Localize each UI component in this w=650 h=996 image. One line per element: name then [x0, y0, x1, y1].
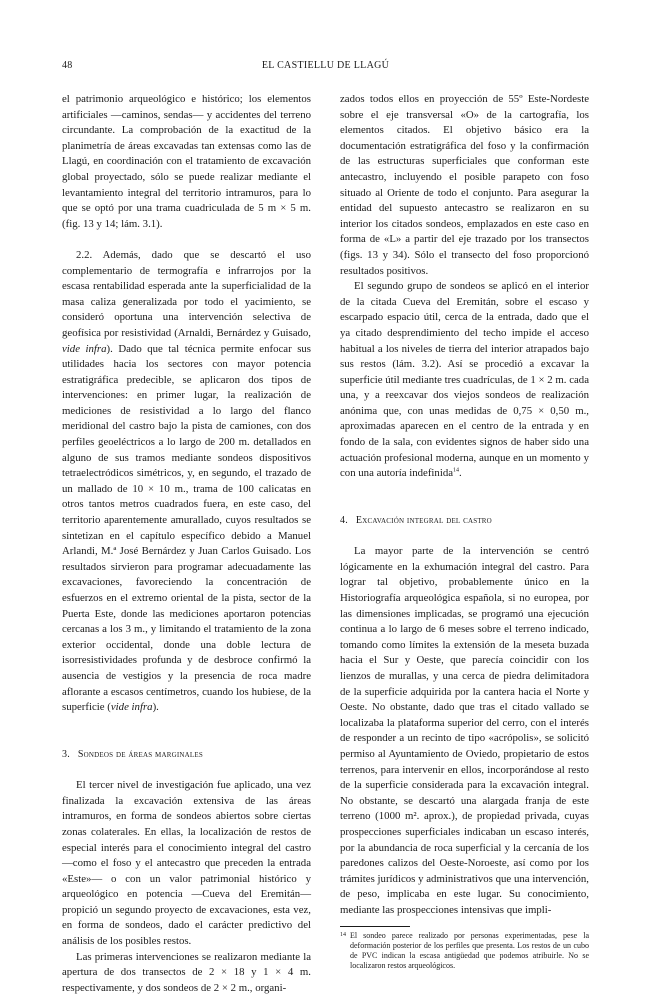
paragraph: zados todos ellos en proyección de 55º Este-Nordeste sobre el eje transversal «O» de la cartografía, los elementos citados. El objetivo básico era la documentación estratigráfica del foso y la confirmación de las estructuras superficiales que conforman este antecastro, incluyendo el posible parapeto con foso situado al Oriente de todo el conjunto. Para asegurar la entidad del supuesto antecastro se realizaron en su interior los citados sondeos, emplazados en este caso en forma de «L» a partir del eje trazado por los transectos (figs. 13 y 34). Sólo el transecto del foso proporcionó resultados positivos. [340, 93, 589, 277]
section-number: 3. [62, 748, 70, 760]
paragraph: La mayor parte de la intervención se centró lógicamente en la exhumación integral del castro. Para lograr tal objetivo, probablemente único en la Historiografía arqueológica española, si no europea, por las dimensiones implicadas, se programó una ejecución continua a lo largo de 6 meses sobre el terreno indicado, tomando como límites la extensión de la meseta buzada hacia el Sur y Oeste, que parecía coincidir con los lienzos de murallas, y una cerca de piedra delimitadora de la superficie adquirida por la cantera hacia el Norte y Oeste. No obstante, dado que tras el citado vallado se localizaba la plataforma superior del cerro, con el interés de responder a un recinto de tipo «acrópolis», se solicitó permiso al Ayuntamiento de Oviedo, propietario de estos terrenos, para intervenir en ellos, incorporándose al resto de la superficie considerada para la excavación integral. No obstante, se descartó una alargada franja de este terreno (1000 m². aprox.), de propiedad privada, cuyas prospecciones superficiales indicaban un escaso interés, por la abundancia de roca superficial y la cercanía de los paredones calizos del Oeste-Noroeste, así como por los trámites jurídicos y administrativos que una intervención, de peso, implicaba en este lugar. Su conocimiento, mediante las prospecciones intensivas que impli- [340, 545, 589, 916]
paragraph-text: ). Dado que tal técnica permite enfocar sus utilidades hacia los sectores con mayor potencia estratigráfica predecible, se aplicaron dos tipos de intervenciones: en primer lugar, la realización de mediciones de resistividad a lo largo del flanco meridional del castro bajo la pista de camiones, con dos perfiles geoeléctricos a lo largo de 200 m. detallados en alguno de sus tramos mediante sondeos dispositivos tetraelectródicos simétricos, y, en segundo, el trazado de un mallado de 10 × 10 m., trama de 100 calicatas en otros tantos metros cuadrados fuera, en este caso, del territorio aparentemente amurallado, cuyos resultados se sintetizan en el capítulo específico debido a Manuel Arlandi, M.ª José Bernárdez y Juan Carlos Guisado. Los resultados sirvieron para programar adecuadamente las excavaciones, favoreciendo la concentración de esfuerzos en el extremo oriental de la pista, sector de la Puerta Este, donde las mediciones aportaron potencias cercanas a los 3 m., y limitando el tratamiento de la zona exterior occidental, donde una doble lectura de isorresistividades profunda y de desbroce confirmó la ausencia de vestigios y la presencia de roca madre aflorante a escasos centímetros, cuando los hubiese, de la superficie ( [62, 342, 311, 714]
section-title: Sondeos de áreas marginales [77, 748, 203, 760]
section-heading [340, 513, 589, 529]
paragraph: el patrimonio arqueológico e histórico; los elementos artificiales —caminos, sendas— y accidentes del terreno circundante. La comprobación de la exactitud de la planimetría de áreas excavadas tan extensas como las de Llagú, en coordinación con el tratamiento de excavación global proyectado, sólo se puede realizar mediante el levantamiento integral del territorio intramuros, para lo que se optó por una trama cuadriculada de 5 m × 5 m. (fig. 13 y 14; lám. 3.1). [62, 93, 311, 230]
paragraph-text: 2.2. Además, dado que se descartó el uso complementario de termografía e infrarrojos por la escasa rentabilidad esperada ante la superficialidad de la masa caliza generalizada por todo el yacimiento, se consideró oportuna una intervención selectiva de geofísica por resistividad (Arnaldi, Bernárdez y Guisado, [62, 248, 311, 339]
running-header [62, 60, 589, 76]
footnote [340, 931, 589, 971]
paragraph [62, 248, 311, 716]
paragraph-text: ). [152, 701, 159, 714]
footnote-divider [340, 926, 410, 927]
section-number: 4. [340, 515, 348, 527]
paragraph: Las primeras intervenciones se realizaron mediante la apertura de dos transectos de 2 × 18 y 1 × 4 m. respectivamente, y dos sondeos de 2 × 2 m., organi- [62, 950, 311, 994]
section-heading [62, 747, 311, 763]
section-title: Excavación integral del castro [355, 515, 492, 527]
vide-infra-ref: vide infra [110, 701, 153, 714]
footnote-number: 14 [340, 932, 346, 939]
footnote-ref: 14 [453, 467, 460, 474]
page-number: 48 [62, 60, 73, 71]
paragraph-text: El segundo grupo de sondeos se aplicó en el interior de la citada Cueva del Eremitán, sobre el escaso y escarpado espacio útil, cerca de la entrada, dado que el ya citado desprendimiento del techo impide el acceso habitual a los niveles de tierra del interior atrapados bajo sus restos (lám. 3.2). Así se procedió a excavar la superficie útil mediante tres cuadrículas, de 1 × 2 m. cada una, y a reexcavar dos viejos sondeos de realización anónima que, con unas medidas de 0,75 × 0,50 m., aproximadas aparecen en el centro de la entrada y en fondo de la sala, con evidentes signos de haber sido una actuación profesional moderna, aunque en un momento y con una autoría indefinida [340, 280, 589, 480]
paragraph-text: . [459, 467, 462, 480]
vide-infra-ref: vide infra [62, 342, 107, 355]
left-column [62, 92, 311, 996]
footnote-text: El sondeo parece realizado por personas experimentadas, pese la deformación posterior de los perfiles que presenta. Los restos de un cubo de PVC indican la escasa antigüedad que podemos atribuirle. No se localizaron restos arqueológicos. [350, 931, 589, 971]
right-column [340, 92, 589, 971]
running-title: EL CASTIELLU DE LLAGÚ [261, 60, 390, 71]
paragraph: El tercer nivel de investigación fue aplicado, una vez finalizada la excavación extensiva de las áreas intramuros, en forma de sondeos abiertos sobre ciertas zonas colaterales. En ellas, la localización de restos de especial interés para el conocimiento integral del castro —como el foso y el antecastro que preceden la entrada «Este»— o con un valor patrimonial histórico y arqueológico en potencia —Cueva del Eremitán— propició un segundo proyecto de excavaciones, esta vez, en forma de sondeos, dado el carácter predictivo del análisis de los posibles restos. [62, 779, 311, 948]
paragraph [340, 279, 589, 482]
